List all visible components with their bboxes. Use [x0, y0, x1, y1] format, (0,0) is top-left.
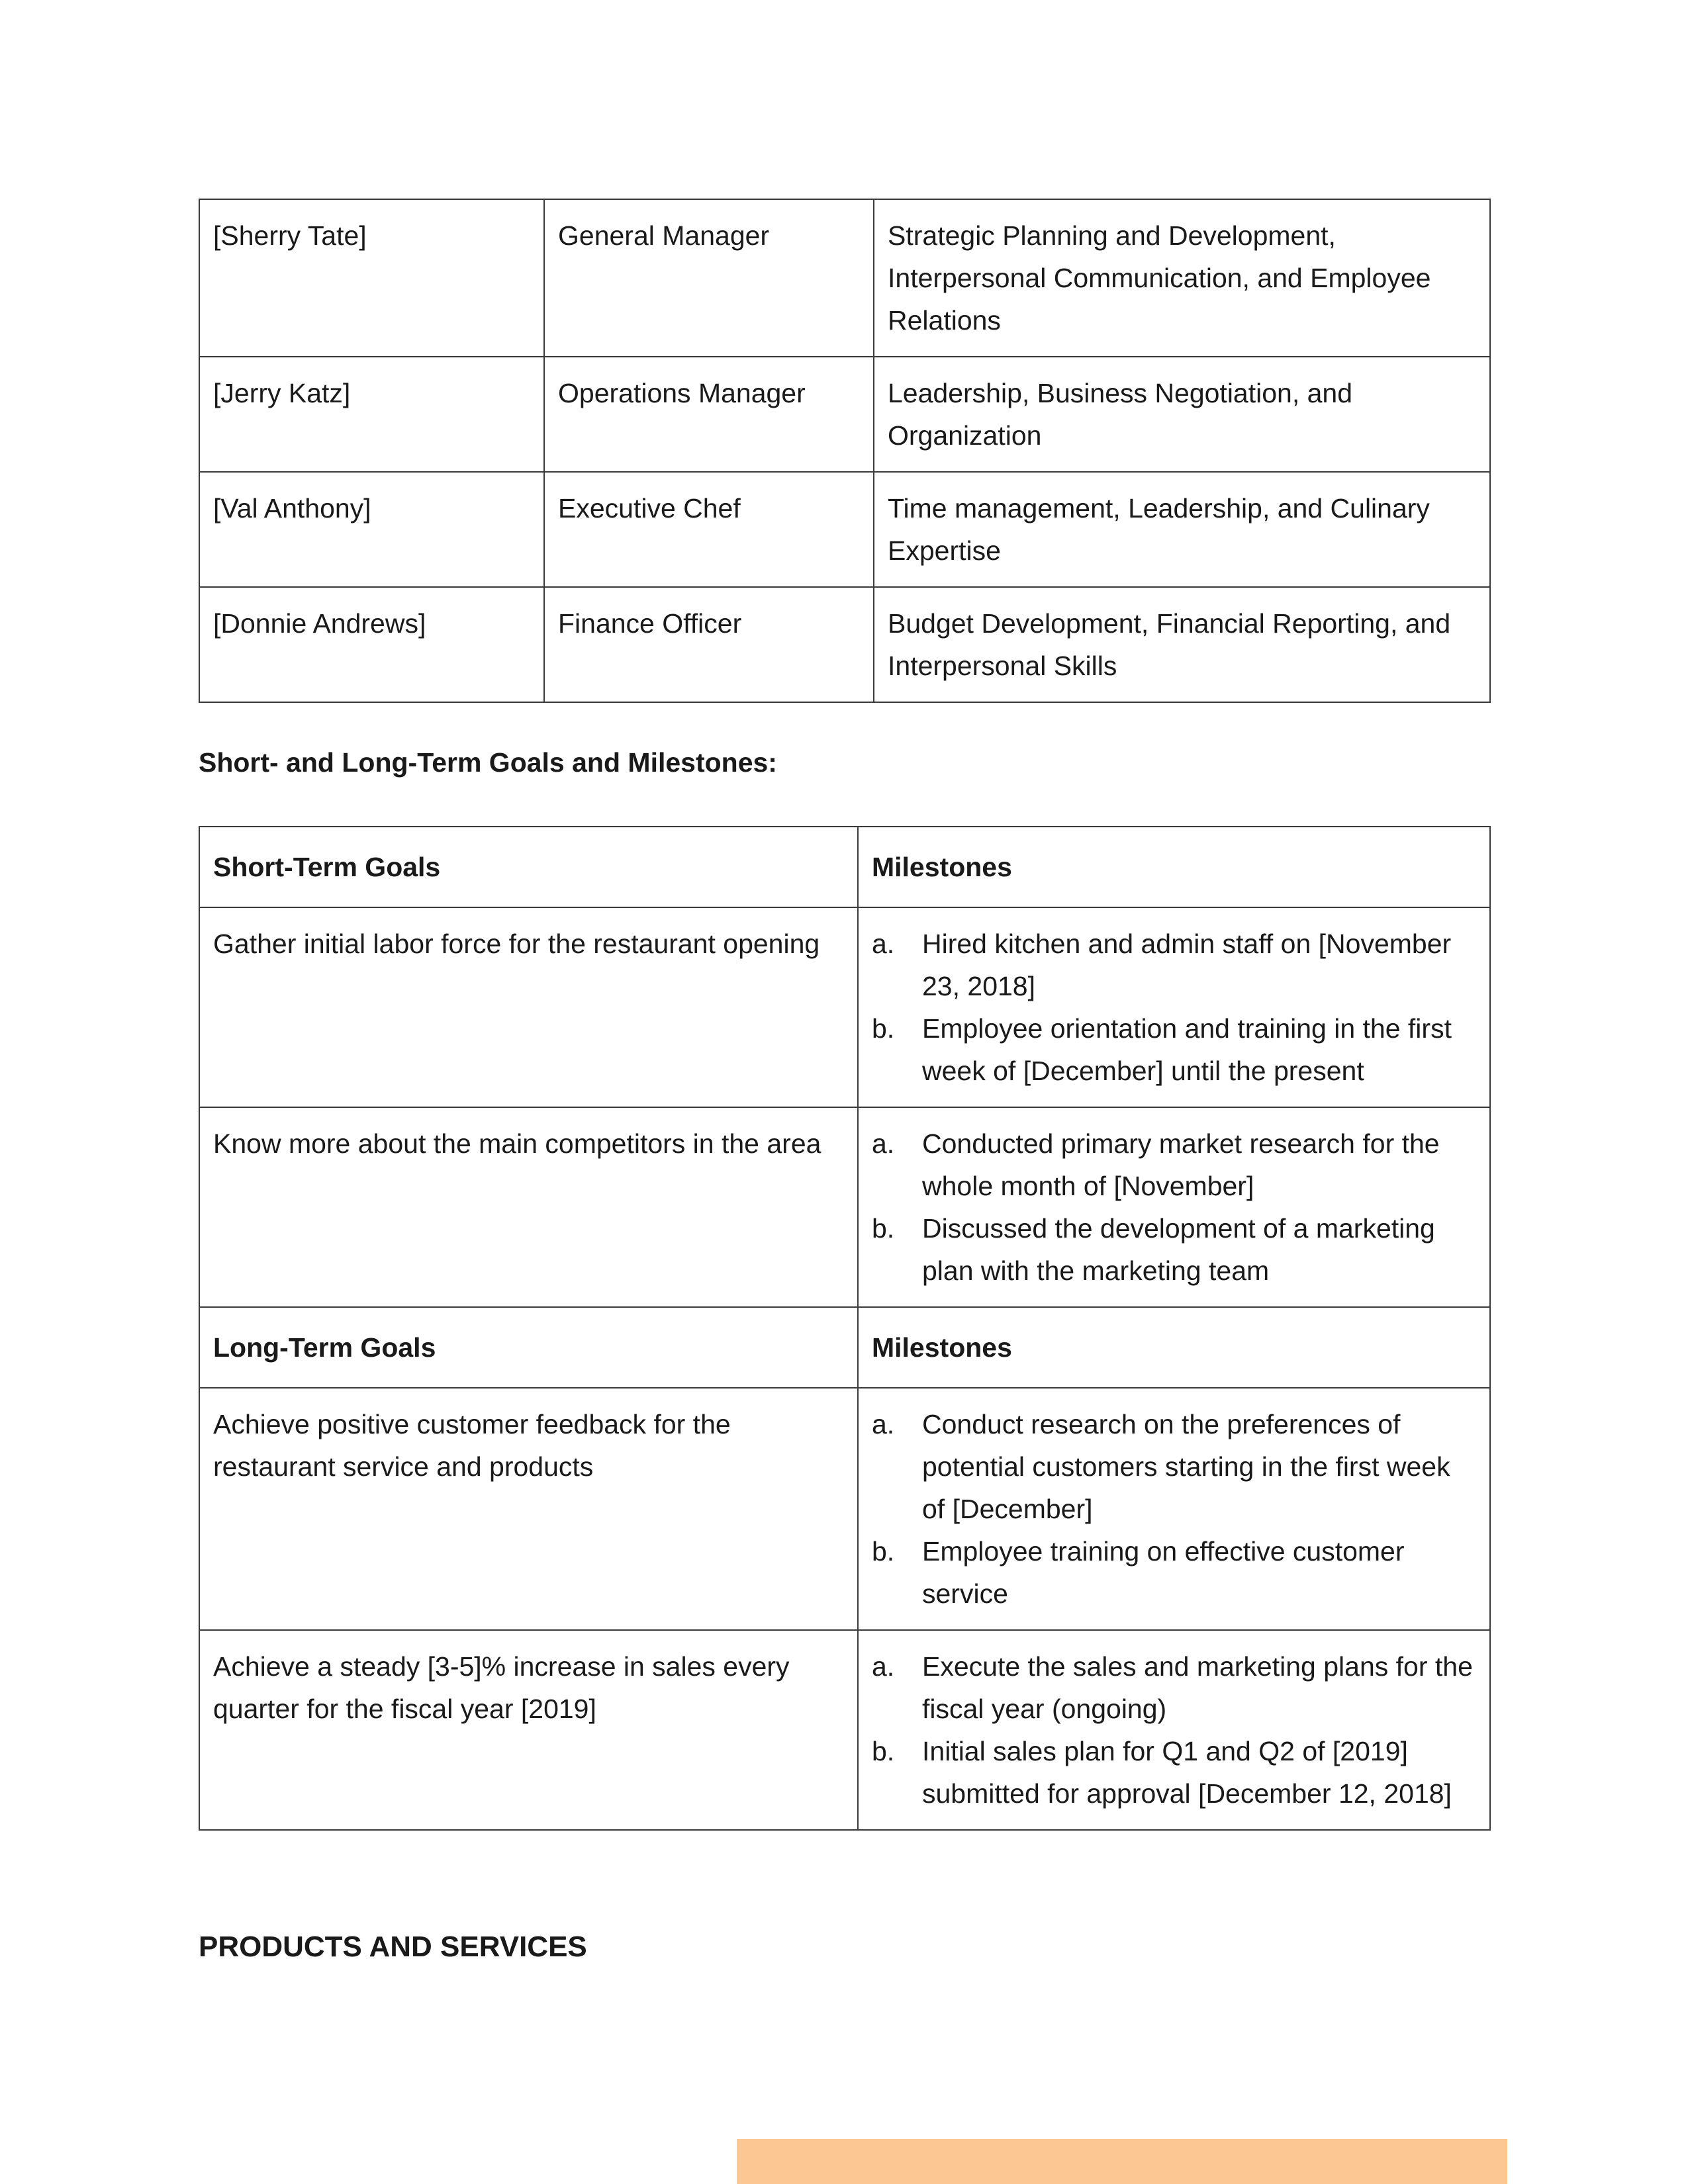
- member-name: [Jerry Katz]: [199, 357, 544, 472]
- goals-section-heading: Short- and Long-Term Goals and Milestones:: [199, 747, 777, 778]
- member-name: [Sherry Tate]: [199, 199, 544, 357]
- long-term-header-row: [199, 1307, 1490, 1388]
- member-position: Executive Chef: [544, 472, 874, 587]
- milestone-text: Conduct research on the preferences of potential customers starting in the first week of [December]: [922, 1409, 1450, 1524]
- milestones-cell: [858, 907, 1490, 1107]
- milestone-text: Execute the sales and marketing plans for the fiscal year (ongoing): [922, 1651, 1473, 1724]
- list-item: [872, 1403, 1476, 1530]
- milestone-text: Conducted primary market research for the whole month of [November]: [922, 1128, 1440, 1201]
- long-term-goals-header: Long-Term Goals: [199, 1307, 858, 1388]
- member-position: Finance Officer: [544, 587, 874, 702]
- goal-cell: Achieve positive customer feedback for the restaurant service and products: [199, 1388, 858, 1630]
- list-item: [872, 1530, 1476, 1615]
- list-marker: b.: [872, 1736, 895, 1766]
- list-marker: a.: [872, 929, 895, 959]
- milestone-list: [872, 923, 1476, 1092]
- short-term-goals-header: Short-Term Goals: [199, 827, 858, 907]
- milestone-text: Initial sales plan for Q1 and Q2 of [2019] submitted for approval [December 12, 2018]: [922, 1736, 1452, 1809]
- table-row: [199, 1107, 1490, 1307]
- list-marker: b.: [872, 1013, 895, 1044]
- goal-cell: Know more about the main competitors in the area: [199, 1107, 858, 1307]
- milestone-text: Discussed the development of a marketing plan with the marketing team: [922, 1213, 1435, 1286]
- table-row: [199, 199, 1490, 357]
- goal-cell: Achieve a steady [3-5]% increase in sales every quarter for the fiscal year [2019]: [199, 1630, 858, 1830]
- milestones-cell: [858, 1107, 1490, 1307]
- milestones-header: Milestones: [858, 827, 1490, 907]
- member-name: [Donnie Andrews]: [199, 587, 544, 702]
- list-item: [872, 1730, 1476, 1815]
- milestone-text: Employee training on effective customer service: [922, 1536, 1405, 1609]
- table-row: [199, 907, 1490, 1107]
- goals-milestones-table: [199, 826, 1491, 1831]
- milestone-list: [872, 1122, 1476, 1292]
- member-skills: Leadership, Business Negotiation, and Organization: [874, 357, 1490, 472]
- footer-accent-bar: [737, 2139, 1507, 2184]
- list-marker: a.: [872, 1128, 895, 1159]
- table-row: [199, 1388, 1490, 1630]
- list-marker: b.: [872, 1213, 895, 1244]
- management-team-table: [199, 199, 1491, 703]
- member-position: General Manager: [544, 199, 874, 357]
- member-skills: Strategic Planning and Development, Interpersonal Communication, and Employee Relations: [874, 199, 1490, 357]
- table-row: [199, 357, 1490, 472]
- milestones-cell: [858, 1388, 1490, 1630]
- document-page: [199, 199, 1489, 1963]
- list-marker: a.: [872, 1651, 895, 1682]
- milestones-cell: [858, 1630, 1490, 1830]
- list-marker: a.: [872, 1409, 895, 1439]
- milestone-list: [872, 1403, 1476, 1615]
- table-row: [199, 1630, 1490, 1830]
- products-services-heading: PRODUCTS AND SERVICES: [199, 1931, 587, 1963]
- list-item: [872, 1645, 1476, 1730]
- list-item: [872, 1122, 1476, 1207]
- member-skills: Time management, Leadership, and Culinary Expertise: [874, 472, 1490, 587]
- table-row: [199, 587, 1490, 702]
- short-term-header-row: [199, 827, 1490, 907]
- member-skills: Budget Development, Financial Reporting, and Interpersonal Skills: [874, 587, 1490, 702]
- list-item: [872, 923, 1476, 1007]
- milestones-header: Milestones: [858, 1307, 1490, 1388]
- list-item: [872, 1207, 1476, 1292]
- member-position: Operations Manager: [544, 357, 874, 472]
- table-row: [199, 472, 1490, 587]
- milestone-list: [872, 1645, 1476, 1815]
- milestone-text: Hired kitchen and admin staff on [November 23, 2018]: [922, 929, 1452, 1001]
- goal-cell: Gather initial labor force for the restaurant opening: [199, 907, 858, 1107]
- list-item: [872, 1007, 1476, 1092]
- list-marker: b.: [872, 1536, 895, 1567]
- member-name: [Val Anthony]: [199, 472, 544, 587]
- milestone-text: Employee orientation and training in the first week of [December] until the present: [922, 1013, 1452, 1086]
